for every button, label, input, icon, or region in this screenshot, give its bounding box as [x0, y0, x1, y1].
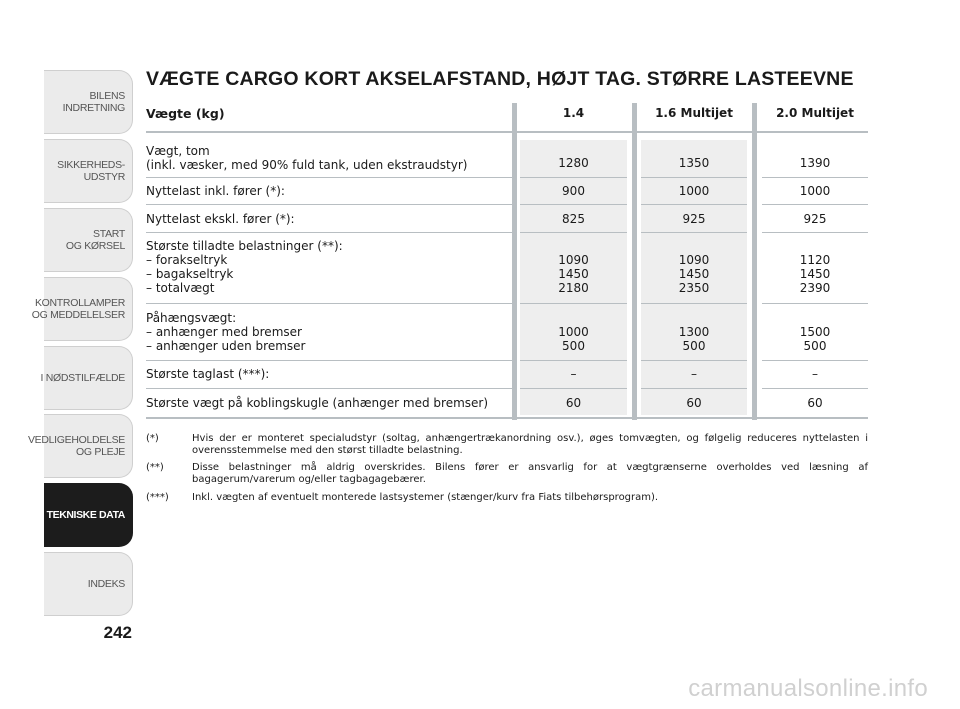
- row-divider: [762, 360, 868, 361]
- row-divider: [641, 204, 747, 205]
- sidebar-tab-label: I NØDSTILFÆLDE: [40, 372, 125, 384]
- row-divider: [520, 360, 627, 361]
- row-divider: [146, 388, 512, 389]
- cell-value: 825: [562, 212, 585, 226]
- sidebar-tab-label: KONTROLLAMPER: [34, 297, 125, 309]
- sidebar-tab-label: OG KØRSEL: [65, 240, 125, 252]
- row-label: [146, 396, 488, 410]
- page-number: 242: [103, 623, 132, 642]
- sidebar-tab[interactable]: [31, 277, 133, 341]
- row-label: [146, 311, 305, 353]
- row-label-line: – anhænger uden bremser: [146, 339, 306, 353]
- cell-value: 1120: [799, 253, 831, 267]
- cell-value: 900: [562, 184, 585, 198]
- table-bottom-rule: [146, 417, 868, 419]
- cell-value: 1300: [678, 325, 710, 339]
- row-divider: [762, 177, 868, 178]
- header-1-4: 1.4: [562, 106, 585, 120]
- column-separator: [752, 103, 757, 420]
- row-divider: [520, 177, 627, 178]
- cell-value: 2180: [558, 281, 589, 295]
- footnote-text: Inkl. vægten af eventuelt monterede lastsystemer (stænger/kurv fra Fiats tilbehørsprogram).: [192, 492, 659, 503]
- row-label: [146, 184, 285, 198]
- cell-value: 60: [686, 396, 702, 410]
- table-cell: [762, 253, 868, 295]
- cell-value: 1280: [558, 156, 589, 170]
- row-divider: [520, 303, 627, 304]
- cell-value: 925: [682, 212, 706, 226]
- table-cell: [641, 212, 747, 226]
- table-cell: [520, 396, 627, 410]
- cell-value: 1390: [799, 156, 831, 170]
- row-label-line: Største vægt på koblingskugle (anhænger med bremser): [146, 396, 489, 410]
- sidebar-tab-label: TEKNISKE DATA: [46, 509, 125, 521]
- sidebar-tab[interactable]: [44, 483, 133, 547]
- sidebar-tab-label: OG PLEJE: [76, 446, 125, 458]
- sidebar-tab[interactable]: [44, 70, 133, 134]
- row-label-line: Nyttelast inkl. fører (*):: [146, 184, 285, 198]
- cell-value: 1000: [799, 184, 831, 198]
- table-cell: [641, 367, 747, 381]
- cell-value: 60: [565, 396, 582, 410]
- cell-value: 1000: [558, 325, 589, 339]
- table-cell: [641, 253, 747, 295]
- page-title: VÆGTE CARGO KORT AKSELAFSTAND, HØJT TAG. STØRRE LASTEEVNE: [146, 68, 854, 90]
- column-separator: [512, 103, 517, 420]
- row-divider: [762, 204, 868, 205]
- cell-value: 500: [803, 339, 827, 353]
- table-cell: [641, 184, 747, 198]
- row-label-line: – totalvægt: [146, 281, 215, 295]
- sidebar-tab-label: SIKKERHEDS-: [57, 159, 125, 171]
- sidebar-tab-label: OG MEDDELELSER: [31, 309, 125, 321]
- row-divider: [641, 360, 747, 361]
- row-label: [146, 144, 467, 172]
- row-divider: [146, 232, 512, 233]
- row-divider: [762, 232, 868, 233]
- row-label-line: – anhænger med bremser: [146, 325, 302, 339]
- cell-value: –: [570, 367, 577, 381]
- row-divider: [146, 204, 512, 205]
- table-cell: [520, 156, 627, 170]
- table-cell: [762, 367, 868, 381]
- cell-value: 500: [682, 339, 706, 353]
- row-divider: [146, 177, 512, 178]
- cell-value: 1450: [558, 267, 589, 281]
- cell-value: 500: [562, 339, 585, 353]
- table-cell: [762, 156, 868, 170]
- sidebar-tab[interactable]: [27, 414, 133, 478]
- row-divider: [641, 303, 747, 304]
- table-cell: [641, 325, 747, 353]
- row-label-line: Nyttelast ekskl. fører (*):: [146, 212, 295, 226]
- table-cell: [762, 325, 868, 353]
- table-cell: [520, 212, 627, 226]
- header-label: Vægte (kg): [146, 106, 225, 121]
- sidebar-tab-label: START: [93, 228, 125, 240]
- table-cell: [641, 156, 747, 170]
- table-cell: [762, 184, 868, 198]
- cell-value: 1090: [678, 253, 710, 267]
- watermark: carmanualsonline.info: [688, 675, 928, 702]
- row-label-line: – bagakseltryk: [146, 267, 234, 281]
- column-separator: [632, 103, 637, 420]
- cell-value: 1090: [558, 253, 589, 267]
- footnote: [146, 462, 868, 486]
- row-divider: [641, 388, 747, 389]
- row-label-line: Største taglast (***):: [146, 367, 270, 381]
- table-cell: [520, 325, 627, 353]
- cell-value: –: [691, 367, 697, 381]
- cell-value: 60: [807, 396, 823, 410]
- row-label-line: Påhængsvægt:: [146, 311, 237, 325]
- row-label: [146, 212, 295, 226]
- row-label-line: Største tilladte belastninger (**):: [146, 239, 343, 253]
- sidebar-tab-label: VEDLIGEHOLDELSE: [27, 434, 125, 446]
- row-divider: [520, 388, 627, 389]
- table-cell: [520, 184, 627, 198]
- cell-value: 2350: [678, 281, 710, 295]
- cell-value: 1500: [799, 325, 831, 339]
- sidebar-tab-label: UDSTYR: [83, 171, 125, 183]
- header-1-6-multijet: 1.6 Multijet: [655, 106, 733, 120]
- row-label: [146, 239, 343, 295]
- sidebar-tab-label: INDRETNING: [62, 102, 125, 114]
- sidebar-tab-label: BILENS: [89, 90, 125, 102]
- cell-value: 1000: [678, 184, 710, 198]
- footnote: [146, 433, 868, 457]
- row-label-line: (inkl. væsker, med 90% fuld tank, uden ekstraudstyr): [146, 158, 468, 172]
- header-rule: [146, 131, 868, 133]
- header-2-0-multijet: 2.0 Multijet: [776, 106, 854, 120]
- row-label-line: Vægt, tom: [146, 144, 210, 158]
- row-label-line: – forakseltryk: [146, 253, 228, 267]
- sidebar-tab[interactable]: [40, 346, 133, 410]
- footnote-text: Disse belastninger må aldrig overskrides. Bilens fører er ansvarlig for at vægtgrænserne overholdes ved læsning af bagagerum/varerum og/eller tagbagagebærer.: [192, 462, 868, 485]
- row-divider: [520, 204, 627, 205]
- table-cell: [520, 367, 627, 381]
- cell-value: 1350: [678, 156, 710, 170]
- cell-value: 1450: [799, 267, 831, 281]
- sidebar-tab-label: INDEKS: [87, 578, 125, 590]
- row-divider: [641, 177, 747, 178]
- cell-value: –: [812, 367, 818, 381]
- row-divider: [146, 360, 512, 361]
- cell-value: 2390: [799, 281, 831, 295]
- table-cell: [762, 396, 868, 410]
- table-cell: [762, 212, 868, 226]
- footnote-text: Hvis der er monteret specialudstyr (soltag, anhængertrækanordning osv.), øges tomvægten, og følgelig reduceres nyttelasten i overensstemmelse med den størst tilladte belastning.: [192, 433, 868, 456]
- row-divider: [762, 303, 868, 304]
- row-divider: [146, 303, 512, 304]
- footnote-mark: (*): [146, 433, 159, 444]
- sidebar-tab[interactable]: [44, 139, 133, 203]
- row-divider: [762, 388, 868, 389]
- sidebar-tab[interactable]: [44, 208, 133, 272]
- footnote: [146, 492, 868, 504]
- footnote-mark: (**): [146, 462, 164, 473]
- row-label: [146, 367, 269, 381]
- cell-value: 925: [803, 212, 827, 226]
- row-divider: [641, 232, 747, 233]
- sidebar-tab[interactable]: [44, 552, 133, 616]
- cell-value: 1450: [678, 267, 710, 281]
- row-divider: [520, 232, 627, 233]
- table-cell: [520, 253, 627, 295]
- table-cell: [641, 396, 747, 410]
- footnote-mark: (***): [146, 492, 169, 503]
